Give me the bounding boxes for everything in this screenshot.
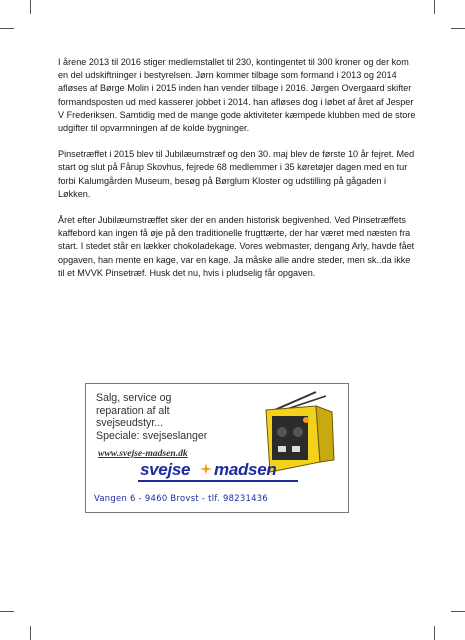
paragraph-membership: I årene 2013 til 2016 stiger medlemstallet til 230, kontingentet til 300 kroner og der kom en del udskiftninger i bestyrelsen. Jørn kommer tilbage som formand i 2013 og 2014 afløses af Børge Molin i 2015 inden han vender tilbage i 2016. Jørgen Overgaard skifter formandsposten ud med kasserer jobbet i 2014. han afløses dog i løbet af året af Jesper V Frederiksen. Samtidig med de mange gode aktiviteter kæmpede klubben med de store udgifter til opvarmningen af de kolde bygninger. — [58, 57, 416, 134]
logo-spark-icon — [200, 463, 212, 475]
ad-text — [96, 392, 256, 442]
crop-mark-top-left-v — [30, 0, 31, 14]
svejse-madsen-logo — [138, 460, 298, 486]
crop-mark-bottom-left — [0, 611, 14, 612]
crop-mark-top-right-v — [434, 0, 435, 14]
ad-line-3: svejseudstyr... — [96, 417, 164, 430]
ad-website-link[interactable]: www.svejse-madsen.dk — [98, 448, 188, 459]
ad-line-4: Speciale: svejseslanger — [96, 429, 208, 442]
crop-mark-bottom-right — [451, 611, 465, 612]
ad-line-2: reparation af alt — [96, 404, 170, 417]
paragraph-jubilee: Pinsetræffet i 2015 blev til Jubilæumstræf og den 30. maj blev de første 10 år fejret. Med start og slut på Fårup Skovhus, fejrede 68 medlemmer i 35 køretøjer dagen med en tur forbi Kalumgården Museum, besøg på Børglum Kloster og udstilling på gågaden i Løkken. — [58, 149, 415, 199]
crop-mark-bottom-right-v — [434, 626, 435, 640]
article-body — [58, 56, 418, 293]
logo-text-left: svejse — [140, 460, 191, 479]
crop-mark-top-right — [451, 28, 465, 29]
advertisement-svejse-madsen — [85, 383, 349, 513]
logo-underline — [138, 480, 298, 482]
paragraph-cake: Året efter Jubilæumstræffet sker der en anden historisk begivenhed. Ved Pinsetræffets kaffebord kan ingen få øje på den traditionelle frugttærte, der har været med næsten fra start. I stedet står en lækker chokoladekage. Vores webmaster, dengang Arly, havde fået opgaven, han mente en kage, var en kage. Ja måske alle andre steder, men sk..da ikke til et MVVK Pinsetræf. Husk det nu, hvis i pludselig får opgaven. — [58, 215, 415, 278]
ad-address: Vangen 6 - 9460 Brovst - tlf. 98231436 — [94, 493, 268, 503]
crop-mark-bottom-left-v — [30, 626, 31, 640]
crop-mark-top-left — [0, 28, 14, 29]
logo-text-right: madsen — [214, 460, 277, 479]
ad-line-1: Salg, service og — [96, 392, 172, 404]
